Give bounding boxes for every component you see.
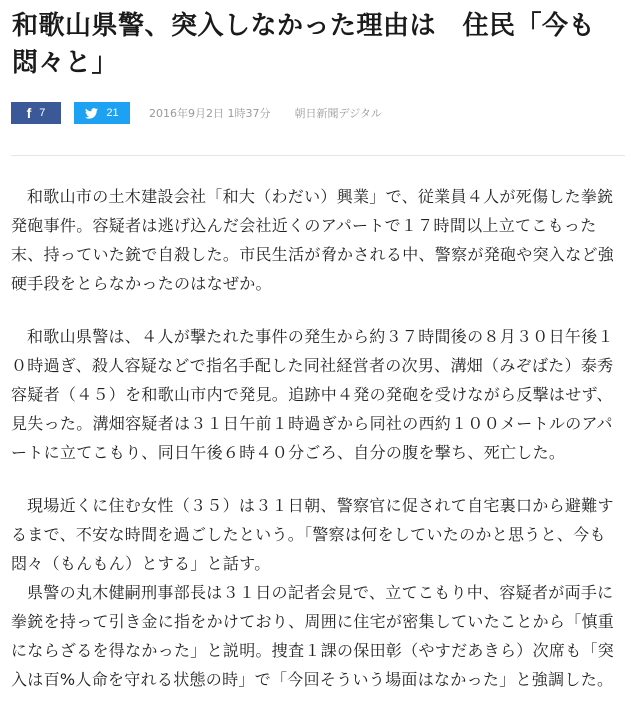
article-paragraph: 和歌山市の土木建設会社「和大（わだい）興業」で、従業員４人が死傷した拳銃発砲事件。容疑者は逃げ込んだ会社近くのアパートで１７時間以上立てこもった末、持っていた銃で自殺した。市民生活が脅かされる中、警察が発砲や突入など強硬手段をとらなかったのはなぜか。 xyxy=(11,187,615,293)
article-paragraph: 和歌山県警は、４人が撃たれた事件の発生から約３７時間後の８月３０日午後１０時過ぎ、殺人容疑などで指名手配した同社経営者の次男、溝畑（みぞばた）泰秀容疑者（４５）を和歌山市内で発見。追跡中４発の発砲を受けながら反撃はせず、見失った。溝畑容疑者は３１日午前１時過ぎから同社の西約１００メートルのアパートに立てこもり、同日午後６時４０分ごろ、自分の腹を撃ち、死亡した。 xyxy=(11,327,614,462)
article-paragraph: 県警の丸木健嗣刑事部長は３１日の記者会見で、立てこもり中、容疑者が両手に拳銃を持って引き金に指をかけており、周囲に住宅が密集していたことから「慎重にならざるを得なかった」と説明。捜査１課の保田彰（やすだあきら）次席も「突入は百%人命を守れる状態の時」で「今回そういう場面はなかった」と強調した。 xyxy=(11,583,615,689)
twitter-icon xyxy=(85,108,98,119)
article-headline: 和歌山県警、突入しなかった理由は 住民「今も悶々と」 xyxy=(12,11,596,78)
facebook-share-button[interactable] xyxy=(11,102,61,124)
divider xyxy=(11,155,625,156)
article-paragraph: 現場近くに住む女性（３５）は３１日朝、警察官に促されて自宅裏口から避難するまで、不安な時間を過ごしたという。「警察は何をしていたのかと思うと、今も悶々（もんもん）とする」と話す。 xyxy=(11,496,614,573)
article-source[interactable]: 朝日新聞デジタル xyxy=(294,107,382,120)
facebook-icon: f xyxy=(26,105,32,121)
publish-date: 2016年9月2日 1時37分 xyxy=(149,107,271,120)
facebook-share-count: 7 xyxy=(39,107,46,119)
twitter-share-count: 21 xyxy=(106,107,119,119)
article-body xyxy=(11,182,625,694)
twitter-share-button[interactable] xyxy=(74,102,130,124)
article-meta xyxy=(11,102,382,124)
